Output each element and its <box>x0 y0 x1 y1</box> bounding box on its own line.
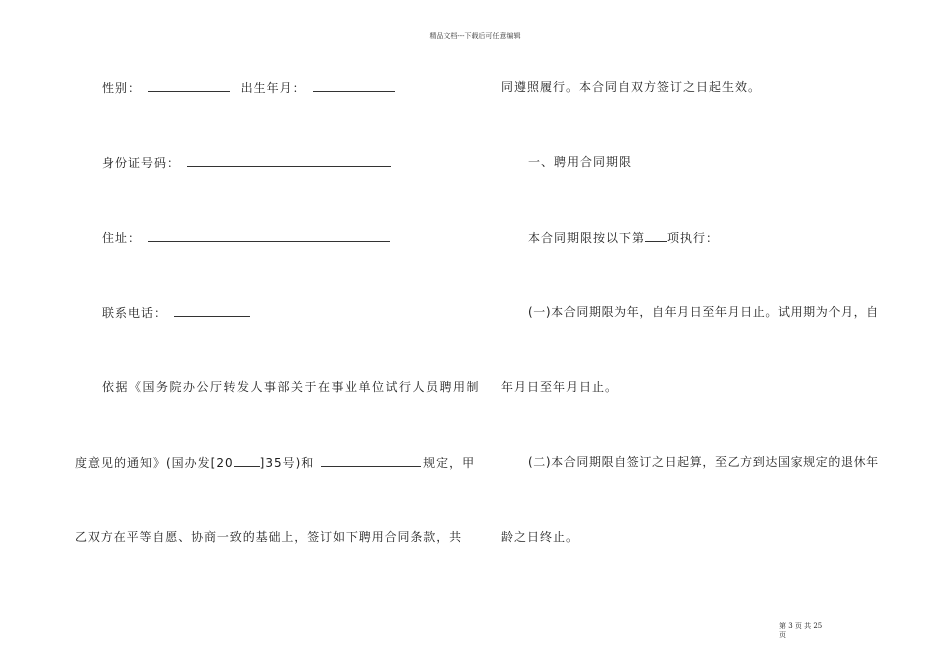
para2-start: 度意见的通知》(国办发[20 <box>75 456 234 470</box>
paragraph-line-3: 乙双方在平等自愿、协商一致的基础上，签订如下聘用合同条款，共 <box>75 530 463 544</box>
para2-mid: ]35号)和 <box>259 456 315 470</box>
gender-label: 性别： <box>102 81 142 95</box>
year-blank <box>234 454 260 467</box>
paragraph-line-2 <box>75 454 475 471</box>
term-item-1-cont: 年月日至年月日止。 <box>501 380 619 394</box>
option-blank <box>645 229 667 242</box>
phone-line <box>102 304 252 321</box>
term-option-start: 本合同期限按以下第 <box>528 231 646 245</box>
page-header: 精品文档---下载后可任意编辑 <box>429 32 521 40</box>
term-item-1: (一)本合同期限为年，自年月日至年月日止。试用期为个月，自 <box>528 305 879 319</box>
birth-label: 出生年月： <box>240 81 306 95</box>
id-blank <box>187 154 391 167</box>
id-line <box>102 154 393 171</box>
page-number-line-2: 页 <box>779 631 786 639</box>
term-option-line <box>528 229 719 246</box>
term-item-2: (二)本合同期限自签订之日起算，至乙方到达国家规定的退休年 <box>528 455 879 469</box>
term-option-end: 项执行： <box>667 231 720 245</box>
section-heading-term: 一、聘用合同期限 <box>528 155 633 169</box>
id-label: 身份证号码： <box>102 156 181 170</box>
gender-blank <box>148 79 230 92</box>
page-number-line-1: 第 3 页 共 25 <box>779 622 823 630</box>
paragraph-line-1: 依据《国务院办公厅转发人事部关于在事业单位试行人员聘用制 <box>102 380 481 394</box>
address-line <box>102 229 392 246</box>
address-label: 住址： <box>102 231 142 245</box>
para2-end: 规定，甲 <box>423 456 476 470</box>
term-item-2-cont: 龄之日终止。 <box>501 530 580 544</box>
phone-blank <box>174 304 250 317</box>
regulation-blank <box>321 454 421 467</box>
effective-line: 同遵照履行。本合同自双方签订之日起生效。 <box>501 80 762 94</box>
gender-birth-line <box>102 79 397 96</box>
birth-blank <box>313 79 395 92</box>
phone-label: 联系电话： <box>102 306 168 320</box>
page-number <box>779 622 822 640</box>
address-blank <box>148 229 390 242</box>
